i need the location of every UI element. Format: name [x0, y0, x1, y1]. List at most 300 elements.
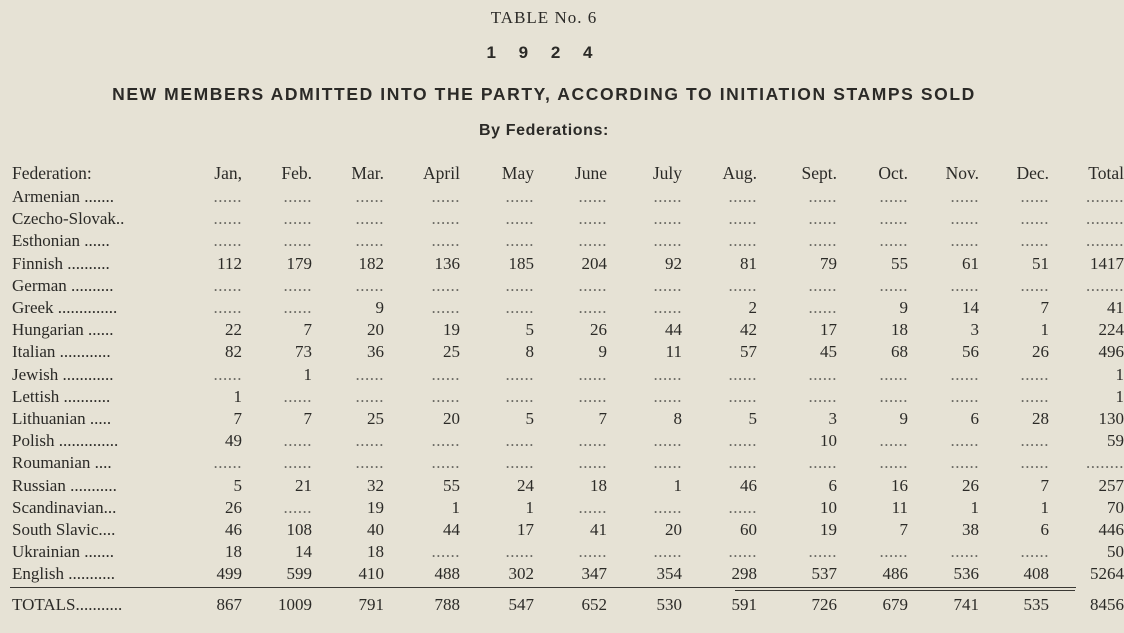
table-cell: ......	[653, 497, 682, 517]
table-cell: 6	[1040, 519, 1049, 539]
table-cell: ........	[1086, 453, 1124, 473]
table-cell: 59	[1107, 431, 1124, 451]
federation-name: Lithuanian .....	[12, 408, 112, 428]
table-row	[12, 497, 1124, 519]
table-cell: ......	[283, 209, 312, 229]
table-cell: 1	[1115, 364, 1124, 384]
table-cell: ......	[950, 386, 979, 406]
table-cell: 10	[820, 431, 837, 451]
table-cell: 5	[233, 475, 242, 495]
table-row	[12, 474, 1124, 496]
table-cell: 32	[367, 475, 384, 495]
table-cell: 1	[451, 497, 460, 517]
table-cell: ......	[283, 298, 312, 318]
table-cell: ........	[1086, 231, 1124, 251]
table-cell: ........	[1086, 209, 1124, 229]
table-cell: ......	[950, 542, 979, 562]
table-cell: ......	[431, 431, 460, 451]
table-cell: 1	[525, 497, 534, 517]
table-cell: ......	[653, 453, 682, 473]
table-cell: ......	[578, 209, 607, 229]
totals-label: TOTALS...........	[12, 595, 123, 615]
table-cell: 49	[225, 431, 242, 451]
table-cell: ......	[1020, 453, 1049, 473]
federation-name: Lettish ...........	[12, 386, 111, 406]
column-header: April	[423, 162, 460, 183]
totals-cell: 867	[216, 595, 242, 615]
table-cell: ......	[808, 231, 837, 251]
table-cell: 8	[525, 342, 534, 362]
table-cell: 26	[962, 475, 979, 495]
table-body	[12, 186, 1124, 585]
totals-cell: 547	[508, 595, 534, 615]
table-cell: ......	[879, 231, 908, 251]
table-cell: 11	[891, 497, 908, 517]
table-cell: 42	[740, 320, 757, 340]
table-cell: ......	[213, 364, 242, 384]
table-cell: ......	[808, 275, 837, 295]
table-cell: ......	[1020, 275, 1049, 295]
table-cell: ......	[578, 542, 607, 562]
table-cell: 130	[1098, 408, 1124, 428]
column-header: Sept.	[801, 162, 837, 183]
table-cell: 11	[665, 342, 682, 362]
table-subtitle: By Federations:	[479, 122, 609, 139]
table-cell: ......	[879, 364, 908, 384]
column-header: Dec.	[1016, 162, 1049, 183]
table-cell: 7	[303, 320, 312, 340]
table-cell: ......	[653, 542, 682, 562]
table-cell: 9	[899, 408, 908, 428]
table-cell: 2	[748, 298, 757, 318]
table-cell: 14	[962, 298, 979, 318]
table-cell: 26	[225, 497, 242, 517]
table-cell: ......	[505, 275, 534, 295]
table-cell: 5264	[1090, 564, 1124, 584]
table-cell: 28	[1032, 408, 1049, 428]
federation-name: Roumanian ....	[12, 453, 112, 473]
table-cell: 7	[233, 408, 242, 428]
table-cell: 599	[286, 564, 312, 584]
table-cell: ......	[505, 231, 534, 251]
table-cell: 1	[970, 497, 979, 517]
table-cell: 298	[731, 564, 757, 584]
table-cell: 1	[1115, 386, 1124, 406]
table-cell: 24	[517, 475, 534, 495]
table-cell: ......	[728, 275, 757, 295]
table-row	[12, 208, 1124, 230]
table-cell: ......	[950, 364, 979, 384]
table-cell: ......	[879, 453, 908, 473]
table-cell: 81	[740, 253, 757, 273]
totals-cell: 652	[581, 595, 607, 615]
table-cell: 22	[225, 320, 242, 340]
table-cell: ......	[728, 187, 757, 207]
table-cell: 20	[367, 320, 384, 340]
table-cell: ......	[355, 386, 384, 406]
table-cell: 6	[970, 408, 979, 428]
table-cell: ......	[653, 386, 682, 406]
table-cell: ......	[578, 187, 607, 207]
table-cell: 7	[899, 519, 908, 539]
table-cell: ......	[808, 187, 837, 207]
table-cell: 347	[581, 564, 607, 584]
table-row	[12, 230, 1124, 252]
table-row	[12, 519, 1124, 541]
table-cell: 257	[1098, 475, 1124, 495]
table-cell: 25	[367, 408, 384, 428]
table-cell: 18	[891, 320, 908, 340]
totals-cell: 791	[358, 595, 384, 615]
table-cell: ......	[505, 364, 534, 384]
totals-cell: 726	[811, 595, 837, 615]
table-cell: ......	[355, 275, 384, 295]
table-cell: 499	[216, 564, 242, 584]
table-cell: 68	[891, 342, 908, 362]
table-cell: ......	[653, 231, 682, 251]
header-row	[12, 160, 1124, 186]
table-cell: ........	[1086, 275, 1124, 295]
federation-name: Scandinavian...	[12, 497, 117, 517]
table-cell: ......	[355, 187, 384, 207]
table-cell: ......	[578, 386, 607, 406]
table-cell: 40	[367, 519, 384, 539]
federation-name: South Slavic....	[12, 519, 116, 539]
totals-divider-secondary	[735, 590, 1075, 591]
table-cell: 26	[590, 320, 607, 340]
table-cell: 19	[820, 519, 837, 539]
table-cell: 7	[1040, 475, 1049, 495]
table-cell: 25	[443, 342, 460, 362]
table-row	[12, 408, 1124, 430]
table-cell: ......	[431, 187, 460, 207]
table-row	[12, 430, 1124, 452]
table-cell: ......	[355, 453, 384, 473]
table-row	[12, 186, 1124, 208]
table-cell: 21	[295, 475, 312, 495]
table-cell: ......	[213, 231, 242, 251]
table-cell: 56	[962, 342, 979, 362]
table-cell: ......	[505, 187, 534, 207]
federation-name: Jewish ............	[12, 364, 114, 384]
table-cell: ......	[653, 298, 682, 318]
table-cell: ......	[578, 364, 607, 384]
table-cell: ......	[283, 386, 312, 406]
table-cell: ......	[355, 209, 384, 229]
totals-cell: 679	[882, 595, 908, 615]
table-cell: ......	[578, 275, 607, 295]
totals-divider	[10, 587, 1076, 588]
table-cell: ......	[808, 386, 837, 406]
table-cell: 1417	[1090, 253, 1124, 273]
table-cell: 536	[953, 564, 979, 584]
table-cell: 5	[748, 408, 757, 428]
table-cell: ......	[728, 431, 757, 451]
federation-name: Ukrainian .......	[12, 542, 114, 562]
table-cell: ......	[578, 298, 607, 318]
table-row	[12, 452, 1124, 474]
table-cell: ......	[578, 497, 607, 517]
federation-name: Greek ..............	[12, 298, 118, 318]
federation-name: Russian ...........	[12, 475, 117, 495]
table-cell: ......	[950, 275, 979, 295]
table-cell: 179	[286, 253, 312, 273]
table-row	[12, 541, 1124, 563]
column-header: Oct.	[878, 162, 908, 183]
table-cell: ......	[578, 453, 607, 473]
table-cell: ......	[505, 386, 534, 406]
table-cell: ......	[283, 453, 312, 473]
table-cell: ......	[355, 431, 384, 451]
table-cell: ......	[950, 231, 979, 251]
table-cell: 9	[598, 342, 607, 362]
table-cell: 446	[1098, 519, 1124, 539]
table-cell: ......	[283, 431, 312, 451]
table-cell: ......	[879, 542, 908, 562]
table-cell: ......	[808, 453, 837, 473]
table-cell: 73	[295, 342, 312, 362]
table-cell: ......	[879, 209, 908, 229]
table-cell: 45	[820, 342, 837, 362]
table-cell: 8	[673, 408, 682, 428]
table-cell: ......	[808, 542, 837, 562]
column-header: Mar.	[351, 162, 384, 183]
table-cell: ......	[879, 187, 908, 207]
table-cell: ......	[808, 298, 837, 318]
table-title: NEW MEMBERS ADMITTED INTO THE PARTY, ACCORDING TO INITIATION STAMPS SOLD	[112, 84, 976, 104]
totals-cell: 1009	[278, 595, 312, 615]
table-cell: ......	[213, 209, 242, 229]
table-cell: 486	[882, 564, 908, 584]
table-cell: ......	[213, 298, 242, 318]
table-cell: 182	[358, 253, 384, 273]
table-cell: 17	[517, 519, 534, 539]
table-cell: ......	[728, 542, 757, 562]
table-cell: 112	[217, 253, 242, 273]
table-cell: 41	[590, 519, 607, 539]
table-cell: ......	[950, 209, 979, 229]
table-cell: ......	[728, 231, 757, 251]
table-cell: 17	[820, 320, 837, 340]
totals-cell: 591	[731, 595, 757, 615]
table-cell: 7	[598, 408, 607, 428]
table-cell: 537	[811, 564, 837, 584]
table-cell: ......	[728, 497, 757, 517]
table-cell: ......	[283, 187, 312, 207]
table-cell: ......	[879, 431, 908, 451]
table-number: TABLE No. 6	[490, 8, 598, 27]
column-header: July	[652, 162, 682, 183]
table-cell: 55	[443, 475, 460, 495]
table-row	[12, 563, 1124, 585]
totals-cell: 8456	[1090, 595, 1124, 615]
table-cell: 51	[1032, 253, 1049, 273]
federation-name: Esthonian ......	[12, 231, 110, 251]
table-cell: 14	[295, 542, 312, 562]
table-cell: ........	[1086, 187, 1124, 207]
table-cell: 18	[367, 542, 384, 562]
table-cell: 44	[443, 519, 460, 539]
table-row	[12, 386, 1124, 408]
table-cell: ......	[505, 542, 534, 562]
table-cell: 61	[962, 253, 979, 273]
table-cell: ......	[728, 386, 757, 406]
table-cell: ......	[1020, 431, 1049, 451]
table-cell: ......	[728, 364, 757, 384]
table-cell: 408	[1023, 564, 1049, 584]
table-cell: 5	[525, 320, 534, 340]
table-cell: ......	[728, 453, 757, 473]
table-cell: ......	[283, 231, 312, 251]
table-cell: ......	[879, 275, 908, 295]
table-cell: ......	[213, 453, 242, 473]
table-cell: 79	[820, 253, 837, 273]
federation-name: Czecho-Slovak..	[12, 209, 125, 229]
table-cell: 36	[367, 342, 384, 362]
table-cell: ......	[1020, 386, 1049, 406]
table-cell: ......	[653, 187, 682, 207]
table-cell: ......	[355, 364, 384, 384]
table-cell: 3	[970, 320, 979, 340]
table-cell: ......	[1020, 542, 1049, 562]
table-cell: 70	[1107, 497, 1124, 517]
table-cell: ......	[431, 453, 460, 473]
table-cell: 1	[1040, 320, 1049, 340]
federation-name: Armenian .......	[12, 187, 114, 207]
table-cell: 224	[1098, 320, 1124, 340]
table-cell: 1	[233, 386, 242, 406]
column-header: Jan,	[214, 162, 242, 183]
table-cell: 44	[665, 320, 682, 340]
table-cell: 136	[434, 253, 460, 273]
table-cell: ......	[1020, 231, 1049, 251]
table-cell: ......	[431, 231, 460, 251]
table-cell: 10	[820, 497, 837, 517]
federation-name: Polish ..............	[12, 431, 119, 451]
table-cell: ......	[431, 386, 460, 406]
table-cell: 92	[665, 253, 682, 273]
table-row	[12, 275, 1124, 297]
table-cell: 185	[508, 253, 534, 273]
table-cell: 7	[1040, 298, 1049, 318]
totals-cell: 530	[656, 595, 682, 615]
table-cell: 82	[225, 342, 242, 362]
table-cell: 9	[375, 298, 384, 318]
table-cell: 19	[367, 497, 384, 517]
table-cell: ......	[1020, 187, 1049, 207]
table-cell: ......	[1020, 209, 1049, 229]
totals-cell: 788	[434, 595, 460, 615]
table-cell: ......	[653, 209, 682, 229]
totals-cell: 535	[1023, 595, 1049, 615]
table-cell: ......	[213, 275, 242, 295]
table-cell: 1	[1040, 497, 1049, 517]
table-cell: ......	[808, 364, 837, 384]
table-cell: ......	[653, 364, 682, 384]
table-cell: 50	[1107, 542, 1124, 562]
column-header: May	[501, 162, 534, 183]
column-header: Feb.	[281, 162, 312, 183]
table-row	[12, 297, 1124, 319]
federation-name: Finnish ..........	[12, 253, 110, 273]
table-cell: 20	[665, 519, 682, 539]
table-cell: ......	[431, 542, 460, 562]
table-cell: ......	[355, 231, 384, 251]
federation-name: Hungarian ......	[12, 320, 114, 340]
table-cell: 41	[1107, 298, 1124, 318]
table-cell: 9	[899, 298, 908, 318]
federation-name: Italian ............	[12, 342, 111, 362]
table-cell: 55	[891, 253, 908, 273]
table-cell: ......	[728, 209, 757, 229]
table-cell: ......	[505, 431, 534, 451]
table-cell: 46	[740, 475, 757, 495]
table-cell: 302	[508, 564, 534, 584]
table-cell: ......	[879, 386, 908, 406]
table-row	[12, 319, 1124, 341]
column-header: June	[574, 162, 607, 183]
table-cell: 496	[1098, 342, 1124, 362]
federation-name: German ..........	[12, 275, 114, 295]
table-cell: ......	[950, 431, 979, 451]
table-cell: ......	[431, 298, 460, 318]
table-cell: 60	[740, 519, 757, 539]
table-row	[12, 341, 1124, 363]
table-cell: ......	[505, 209, 534, 229]
table-cell: ......	[578, 431, 607, 451]
table-cell: ......	[431, 364, 460, 384]
table-cell: 6	[828, 475, 837, 495]
totals-cell: 741	[953, 595, 979, 615]
table-cell: ......	[808, 209, 837, 229]
table-cell: ......	[431, 209, 460, 229]
table-cell: ......	[653, 275, 682, 295]
column-header: Aug.	[722, 162, 757, 183]
table-cell: 7	[303, 408, 312, 428]
table-cell: ......	[653, 431, 682, 451]
table-row	[12, 364, 1124, 386]
federation-table	[12, 160, 1124, 619]
table-cell: ......	[1020, 364, 1049, 384]
table-cell: 410	[358, 564, 384, 584]
table-cell: ......	[505, 298, 534, 318]
table-cell: 488	[434, 564, 460, 584]
table-cell: 108	[286, 519, 312, 539]
table-cell: 5	[525, 408, 534, 428]
table-cell: ......	[950, 187, 979, 207]
table-cell: 1	[673, 475, 682, 495]
table-cell: 18	[590, 475, 607, 495]
column-header: Nov.	[945, 162, 979, 183]
table-cell: ......	[431, 275, 460, 295]
table-cell: 204	[581, 253, 607, 273]
federation-name: English ...........	[12, 564, 115, 584]
table-cell: ......	[283, 275, 312, 295]
table-cell: 57	[740, 342, 757, 362]
table-cell: ......	[213, 187, 242, 207]
column-header: Total	[1088, 162, 1124, 183]
table-cell: 3	[828, 408, 837, 428]
table-cell: 46	[225, 519, 242, 539]
table-cell: 20	[443, 408, 460, 428]
table-cell: 26	[1032, 342, 1049, 362]
table-cell: 18	[225, 542, 242, 562]
table-cell: 1	[303, 364, 312, 384]
column-header-federation: Federation:	[12, 162, 92, 183]
table-row	[12, 253, 1124, 275]
table-cell: ......	[950, 453, 979, 473]
year-heading: 1 9 2 4	[486, 43, 602, 62]
